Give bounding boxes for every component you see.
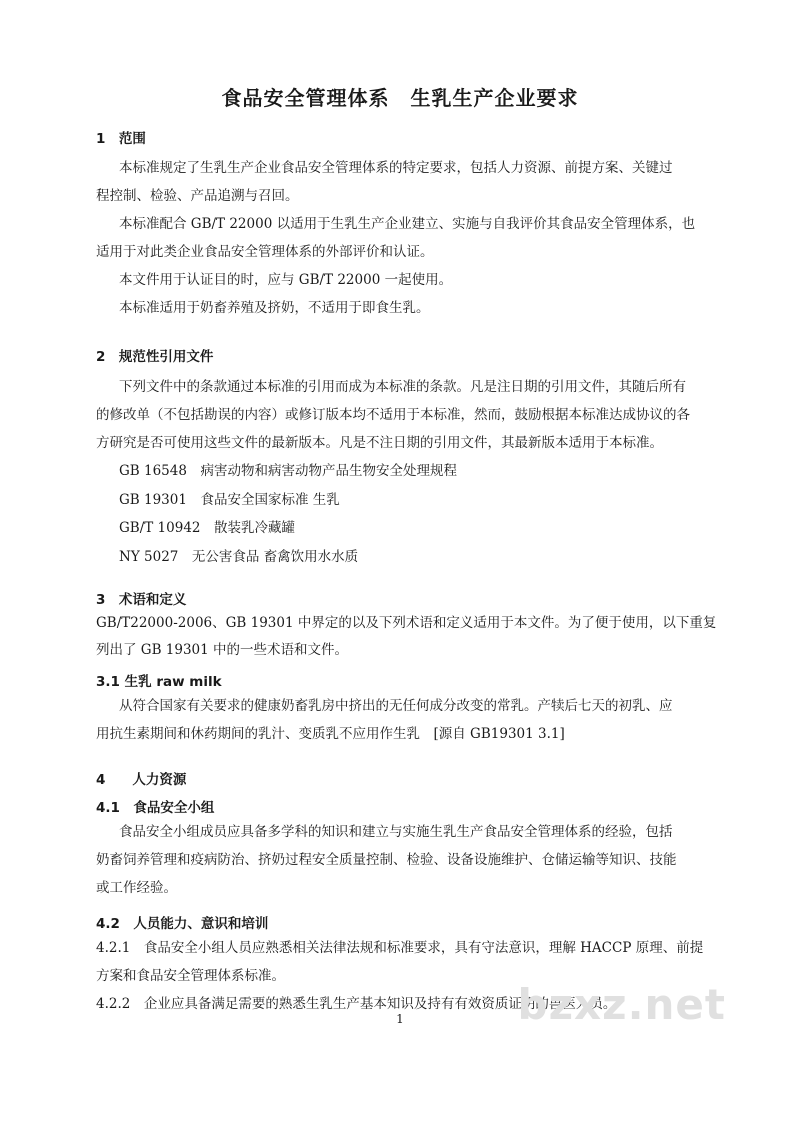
clause-4-2-1-line-1: 4.2.1 食品安全小组人员应熟悉相关法律法规和标准要求，具有守法意识，理解 HACCP 原理、前提 bbox=[96, 940, 704, 956]
reference-item: GB 19301 食品安全国家标准 生乳 bbox=[119, 492, 340, 508]
s2-paragraph-1-line-3: 方研究是否可使用这些文件的最新版本。凡是不注日期的引用文件，其最新版本适用于本标准。 bbox=[96, 435, 663, 451]
s2-paragraph-1-line-1: 下列文件中的条款通过本标准的引用而成为本标准的条款。凡是注日期的引用文件，其随后所有 bbox=[119, 379, 686, 395]
document-title: 食品安全管理体系 生乳生产企业要求 bbox=[221, 86, 579, 110]
s1-paragraph-1-line-2: 程控制、检验、产品追溯与召回。 bbox=[96, 188, 299, 204]
section-2-heading: 2 规范性引用文件 bbox=[96, 349, 214, 365]
s3-1-paragraph-line-2: 用抗生素期间和休药期间的乳汁、变质乳不应用作生乳 [源自 GB19301 3.1] bbox=[96, 726, 565, 742]
reference-item: NY 5027 无公害食品 畜禽饮用水水质 bbox=[119, 549, 359, 565]
s3-paragraph-line-1: GB/T22000-2006、GB 19301 中界定的以及下列术语和定义适用于本文件。为了便于使用，以下重复 bbox=[96, 615, 717, 631]
section-3-heading: 3 术语和定义 bbox=[96, 592, 187, 608]
s4-1-paragraph-line-1: 食品安全小组成员应具备多学科的知识和建立与实施生乳生产食品安全管理体系的经验，包括 bbox=[119, 824, 673, 840]
s3-paragraph-line-2: 列出了 GB 19301 中的一些术语和文件。 bbox=[96, 642, 349, 658]
s2-paragraph-1-line-2: 的修改单（不包括勘误的内容）或修订版本均不适用于本标准，然而，鼓励根据本标准达成协议的各 bbox=[96, 407, 690, 423]
clause-4-2-1-line-2: 方案和食品安全管理体系标准。 bbox=[96, 968, 285, 984]
s4-1-paragraph-line-3: 或工作经验。 bbox=[96, 880, 177, 896]
s4-1-paragraph-line-2: 奶畜饲养管理和疫病防治、挤奶过程安全质量控制、检验、设备设施维护、仓储运输等知识、技能 bbox=[96, 852, 677, 868]
page-number: 1 bbox=[396, 1012, 404, 1026]
subsection-3-1-heading: 3.1 生乳 raw milk bbox=[96, 674, 222, 690]
section-4-heading: 4 人力资源 bbox=[96, 772, 187, 788]
s1-paragraph-4: 本标准适用于奶畜养殖及挤奶，不适用于即食生乳。 bbox=[119, 300, 430, 316]
s1-paragraph-3: 本文件用于认证目的时，应与 GB/T 22000 一起使用。 bbox=[119, 272, 453, 288]
clause-4-2-2: 4.2.2 企业应具备满足需要的熟悉生乳生产基本知识及持有有效资质证明的兽医人员。 bbox=[96, 996, 617, 1012]
s1-paragraph-1-line-1: 本标准规定了生乳生产企业食品安全管理体系的特定要求，包括人力资源、前提方案、关键过 bbox=[119, 160, 673, 176]
subsection-4-1-heading: 4.1 食品安全小组 bbox=[96, 800, 215, 816]
watermark: bzxz.net bbox=[517, 980, 726, 1029]
s3-1-paragraph-line-1: 从符合国家有关要求的健康奶畜乳房中挤出的无任何成分改变的常乳。产犊后七天的初乳、应 bbox=[119, 698, 673, 714]
s1-paragraph-2-line-2: 适用于对此类企业食品安全管理体系的外部评价和认证。 bbox=[96, 244, 434, 260]
s1-paragraph-2-line-1: 本标准配合 GB/T 22000 以适用于生乳生产企业建立、实施与自我评价其食品安全管理体系，也 bbox=[119, 216, 696, 232]
subsection-4-2-heading: 4.2 人员能力、意识和培训 bbox=[96, 916, 269, 932]
reference-item: GB/T 10942 散装乳冷藏罐 bbox=[119, 520, 295, 536]
reference-item: GB 16548 病害动物和病害动物产品生物安全处理规程 bbox=[119, 463, 457, 479]
section-1-heading: 1 范围 bbox=[96, 131, 146, 147]
